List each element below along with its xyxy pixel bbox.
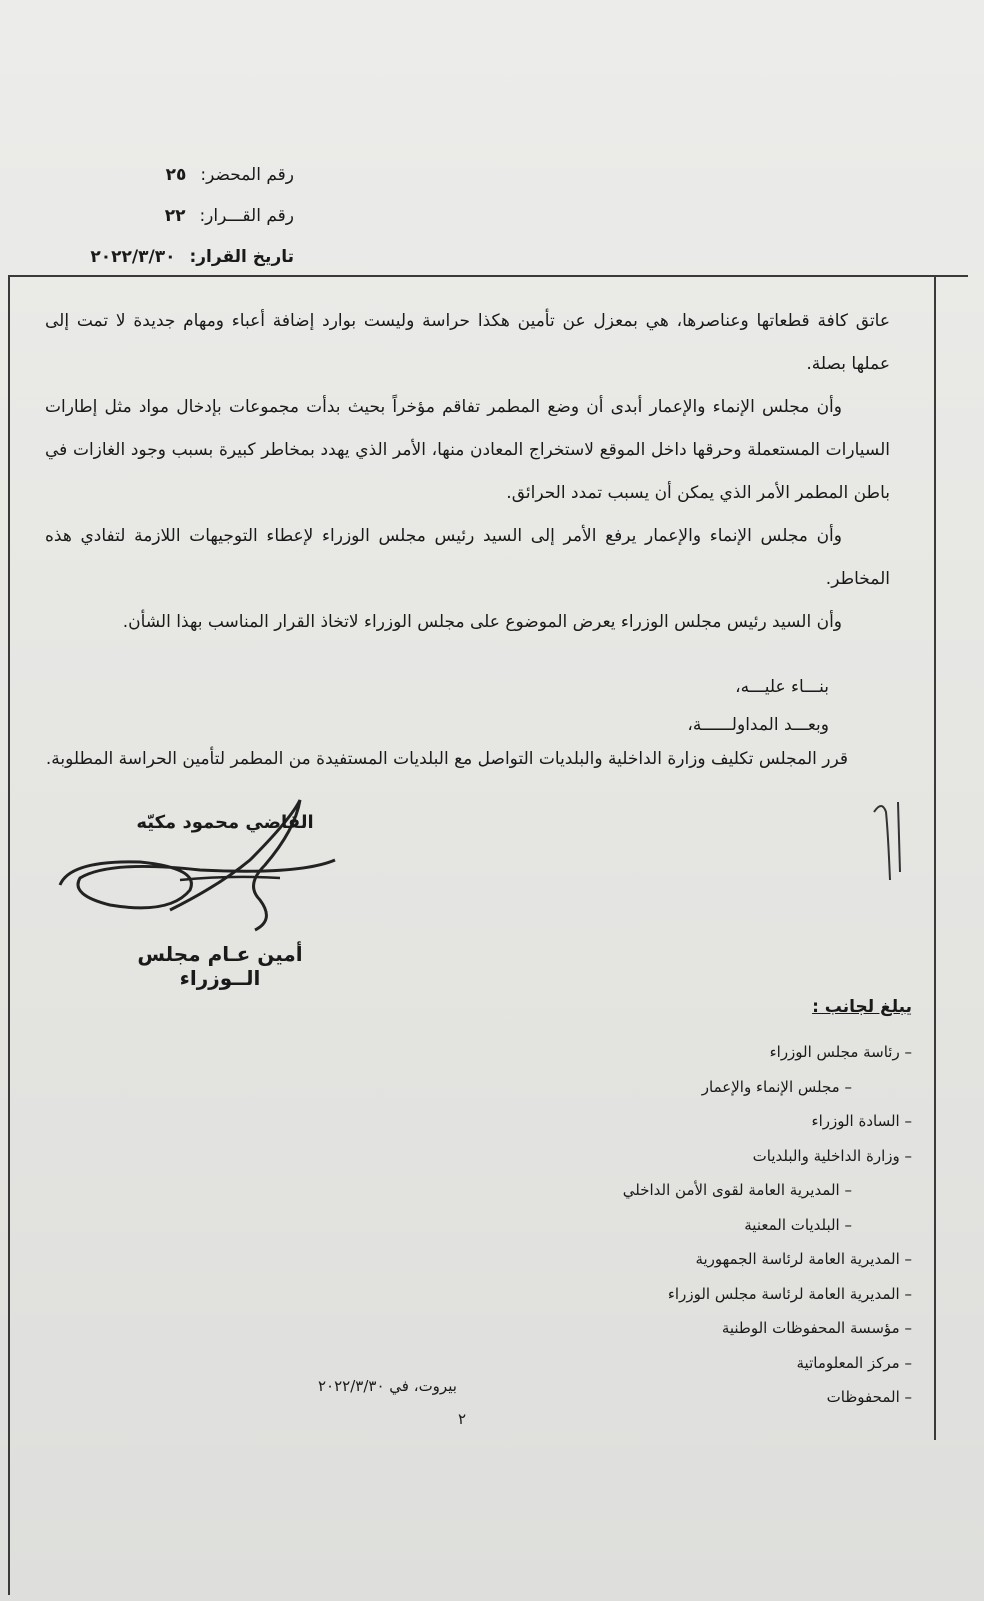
distribution-item: – المديرية العامة لقوى الأمن الداخلي [622,1181,852,1199]
decision-date-line [34,237,294,278]
decision-number-value: ٢٢ [164,206,186,226]
distribution-item: – المديرية العامة لرئاسة مجلس الوزراء [667,1284,912,1303]
body-paragraph: عاتق كافة قطعاتها وعناصرها، هي بمعزل عن تأمين هكذا حراسة وليست بوارد إضافة أعباء ومهام جديدة لا تمت إلى عملها بصلة. [45,311,890,374]
body-paragraph: وأن مجلس الإنماء والإعمار يرفع الأمر إلى السيد رئيس مجلس الوزراء لإعطاء التوجيهات اللازمة لتفادي هذه المخاطر. [45,526,890,589]
distribution-item: – وزارة الداخلية والبلديات [752,1146,912,1165]
distribution-item: – مركز المعلوماتية [796,1353,912,1372]
decision-number-label: رقم القـــرار: [199,206,294,226]
distribution-item: – مؤسسة المحفوظات الوطنية [721,1319,912,1337]
body-paragraph: وأن مجلس الإنماء والإعمار أبدى أن وضع المطمر تفاقم مؤخراً بحيث بدأت مجموعات بإدخال مواد مثل إطارات السيارات المستعملة وحرقها داخل الموقع لاستخراج المعادن منها، الأمر الذي يهدد بمخاطر كبيرة بسبب وجود الغازات في باطن المطمر الأمر الذي يمكن أن يسبب تمدد الحرائق. [45,397,890,503]
distribution-item: – المحفوظات [826,1388,912,1406]
document-header [34,155,294,278]
body-paragraph: وأن السيد رئيس مجلس الوزراء يعرض الموضوع على مجلس الوزراء لاتخاذ القرار المناسب بهذا الشأن. [122,612,842,632]
resolution-text: قرر المجلس تكليف وزارة الداخلية والبلديات التواصل مع البلديات المستفيدة من المطمر لتأمين الحراسة المطلوبة. [45,749,848,769]
distribution-title: يبلغ لجانب : [812,997,912,1017]
distribution-item: – مجلس الإنماء والإعمار [701,1077,852,1096]
distribution-list [492,1035,912,1415]
record-number-line [34,155,294,196]
record-number-label: رقم المحضر: [200,165,294,185]
distribution-item: – السادة الوزراء [811,1112,912,1130]
document-body [45,300,890,644]
based-on-phrase: بنـــاء عليـــه، [735,677,829,697]
decision-number-line [34,196,294,237]
place-and-date: بيروت، في ٢٠٢٢/٣/٣٠ [318,1377,457,1395]
frame-top-border [8,275,968,277]
after-deliberation-phrase: وبعـــد المداولــــــة، [687,715,829,735]
signatory-title: أمين عـام مجلس الــوزراء [137,942,303,990]
distribution-item: – البلديات المعنية [744,1215,852,1234]
distribution-item: – رئاسة مجلس الوزراء [769,1043,912,1061]
decision-date-value: ٢٠٢٢/٣/٣٠ [90,247,176,267]
handwritten-mark-icon [868,792,908,882]
frame-left-border [8,275,10,1595]
record-number-value: ٢٥ [165,165,187,185]
frame-right-border [934,275,936,1440]
closing-phrases [687,668,829,744]
signatory-name: القاضي محمود مكيّه [136,812,314,833]
page-number: ٢ [458,1410,467,1428]
decision-date-label: تاريخ القرار: [189,247,294,267]
distribution-item: – المديرية العامة لرئاسة الجمهورية [695,1250,912,1268]
